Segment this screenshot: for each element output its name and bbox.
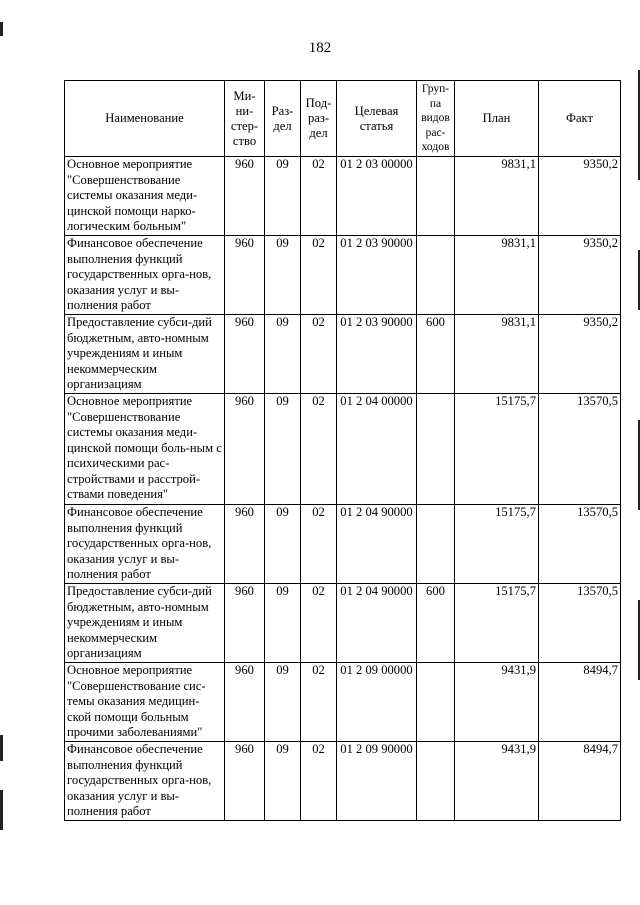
cell-section: 09	[265, 584, 301, 663]
cell-target: 01 2 09 00000	[337, 663, 417, 742]
cell-name: Основное мероприятие "Совершенствование сис-темы оказания медицин-ской помощи больным прочими заболеваниями"	[65, 663, 225, 742]
cell-ministry: 960	[225, 236, 265, 315]
left-scan-mark	[0, 22, 3, 36]
cell-section: 09	[265, 236, 301, 315]
cell-fact: 9350,2	[539, 157, 621, 236]
header-section: Раз- дел	[265, 81, 301, 157]
page-number: 182	[308, 40, 332, 56]
cell-plan: 9431,9	[455, 742, 539, 821]
cell-target: 01 2 03 00000	[337, 157, 417, 236]
table-row	[65, 394, 621, 505]
cell-group: 600	[417, 584, 455, 663]
cell-name: Предоставление субси-дий бюджетным, авто-номным учреждениям и иным некоммерческим организациям	[65, 315, 225, 394]
cell-subsection: 02	[301, 663, 337, 742]
header-target: Целевая статья	[337, 81, 417, 157]
cell-name: Финансовое обеспечение выполнения функций государственных орга-нов, оказания услуг и вы-полнения работ	[65, 505, 225, 584]
cell-target: 01 2 03 90000	[337, 315, 417, 394]
cell-section: 09	[265, 394, 301, 505]
cell-group	[417, 157, 455, 236]
cell-plan: 9831,1	[455, 315, 539, 394]
cell-fact: 9350,2	[539, 236, 621, 315]
cell-section: 09	[265, 505, 301, 584]
cell-subsection: 02	[301, 584, 337, 663]
cell-group	[417, 236, 455, 315]
cell-section: 09	[265, 315, 301, 394]
table-row	[65, 315, 621, 394]
cell-ministry: 960	[225, 505, 265, 584]
cell-name: Финансовое обеспечение выполнения функций государственных орга-нов, оказания услуг и вы-полнения работ	[65, 236, 225, 315]
cell-group	[417, 742, 455, 821]
cell-target: 01 2 04 00000	[337, 394, 417, 505]
left-scan-mark	[0, 790, 3, 830]
cell-plan: 15175,7	[455, 394, 539, 505]
cell-subsection: 02	[301, 236, 337, 315]
header-subsection: Под- раз- дел	[301, 81, 337, 157]
cell-group: 600	[417, 315, 455, 394]
cell-fact: 8494,7	[539, 742, 621, 821]
cell-target: 01 2 09 90000	[337, 742, 417, 821]
cell-ministry: 960	[225, 157, 265, 236]
table-row	[65, 505, 621, 584]
cell-name: Основное мероприятие "Совершенствование системы оказания меди-цинской помощи боль-ным с психическими рас-стройствами и расстрой-ствами поведения"	[65, 394, 225, 505]
cell-fact: 9350,2	[539, 315, 621, 394]
table-row	[65, 584, 621, 663]
cell-target: 01 2 04 90000	[337, 505, 417, 584]
cell-subsection: 02	[301, 505, 337, 584]
cell-ministry: 960	[225, 394, 265, 505]
cell-fact: 13570,5	[539, 505, 621, 584]
header-row	[65, 81, 621, 157]
header-name: Наименование	[65, 81, 225, 157]
header-ministry: Ми- ни- стер- ство	[225, 81, 265, 157]
cell-plan: 15175,7	[455, 584, 539, 663]
cell-fact: 8494,7	[539, 663, 621, 742]
cell-plan: 15175,7	[455, 505, 539, 584]
cell-subsection: 02	[301, 157, 337, 236]
cell-plan: 9431,9	[455, 663, 539, 742]
cell-subsection: 02	[301, 394, 337, 505]
cell-subsection: 02	[301, 315, 337, 394]
table-row	[65, 157, 621, 236]
header-group: Груп- па видов рас- ходов	[417, 81, 455, 157]
table-row	[65, 236, 621, 315]
cell-group	[417, 663, 455, 742]
cell-section: 09	[265, 742, 301, 821]
cell-subsection: 02	[301, 742, 337, 821]
table-row	[65, 663, 621, 742]
cell-name: Основное мероприятие "Совершенствование системы оказания меди-цинской помощи нарко-логическим больным"	[65, 157, 225, 236]
cell-target: 01 2 03 90000	[337, 236, 417, 315]
left-scan-mark	[0, 735, 3, 761]
cell-plan: 9831,1	[455, 157, 539, 236]
header-plan: План	[455, 81, 539, 157]
cell-plan: 9831,1	[455, 236, 539, 315]
cell-fact: 13570,5	[539, 394, 621, 505]
cell-fact: 13570,5	[539, 584, 621, 663]
cell-ministry: 960	[225, 663, 265, 742]
cell-group	[417, 505, 455, 584]
header-fact: Факт	[539, 81, 621, 157]
cell-section: 09	[265, 663, 301, 742]
cell-ministry: 960	[225, 315, 265, 394]
cell-ministry: 960	[225, 742, 265, 821]
cell-name: Финансовое обеспечение выполнения функций государственных орга-нов, оказания услуг и вы-полнения работ	[65, 742, 225, 821]
cell-group	[417, 394, 455, 505]
cell-ministry: 960	[225, 584, 265, 663]
budget-table	[64, 80, 621, 821]
cell-target: 01 2 04 90000	[337, 584, 417, 663]
cell-section: 09	[265, 157, 301, 236]
cell-name: Предоставление субси-дий бюджетным, авто-номным учреждениям и иным некоммерческим организациям	[65, 584, 225, 663]
table-row	[65, 742, 621, 821]
